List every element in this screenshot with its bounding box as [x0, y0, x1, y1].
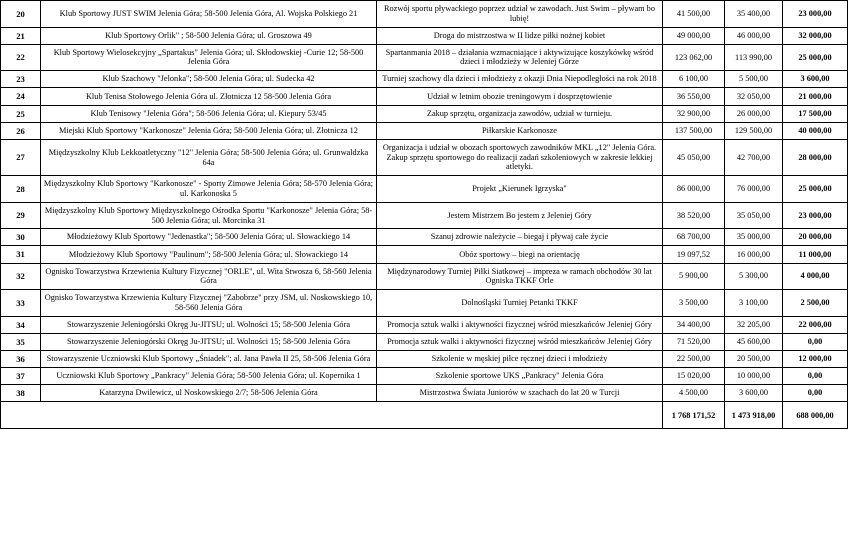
requested-amount-cell: 42 700,00 [725, 139, 783, 175]
granted-amount-cell: 25 000,00 [783, 44, 848, 71]
row-number-cell: 25 [1, 105, 41, 122]
club-name-cell: Klub Sportowy Orlik" ; 58-500 Jelenia Góra; ul. Groszowa 49 [41, 27, 377, 44]
row-number-cell: 29 [1, 202, 41, 229]
requested-amount-cell: 129 500,00 [725, 122, 783, 139]
task-cell: Droga do mistrzostwa w II lidze piłki nożnej kobiet [377, 27, 663, 44]
table-row [1, 333, 848, 350]
task-cell: Szanuj zdrowie należycie – biegaj i pływaj całe życie [377, 229, 663, 246]
granted-amount-cell: 4 000,00 [783, 263, 848, 290]
task-cell: Szkolenie w męskiej piłce ręcznej dzieci i młodzieży [377, 350, 663, 367]
requested-amount-cell: 76 000,00 [725, 176, 783, 203]
requested-amount-cell: 26 000,00 [725, 105, 783, 122]
requested-amount-cell: 20 500,00 [725, 350, 783, 367]
task-cell: Promocja sztuk walki i aktywności fizycznej wśród mieszkańców Jeleniej Góry [377, 316, 663, 333]
table-row [1, 350, 848, 367]
granted-amount-cell: 32 000,00 [783, 27, 848, 44]
task-cell: Turniej szachowy dla dzieci i młodzieży z okazji Dnia Niepodległości na rok 2018 [377, 71, 663, 88]
granted-amount-cell: 25 000,00 [783, 176, 848, 203]
total-cost-cell: 123 062,00 [663, 44, 725, 71]
task-cell: Piłkarskie Karkonosze [377, 122, 663, 139]
row-number-cell: 27 [1, 139, 41, 175]
club-name-cell: Stowarzyszenie Uczniowski Klub Sportowy „Śniadek"; al. Jana Pawła II 25, 58-506 Jelenia Góra [41, 350, 377, 367]
club-name-cell: Międzyszkolny Klub Sportowy Międzyszkolnego Ośrodka Sportu "Karkonosze" Jelenia Góra; 58-500 Jelenia Góra; ul. Morcinka 31 [41, 202, 377, 229]
table-row [1, 176, 848, 203]
club-name-cell: Stowarzyszenie Jeleniogórski Okręg Ju-JITSU; ul. Wolności 15; 58-500 Jelenia Góra [41, 333, 377, 350]
total-cost-cell: 6 100,00 [663, 71, 725, 88]
table-row [1, 246, 848, 263]
table-row [1, 290, 848, 317]
summary-body [1, 402, 848, 429]
total-cost-cell: 22 500,00 [663, 350, 725, 367]
requested-amount-cell: 45 600,00 [725, 333, 783, 350]
table-row [1, 27, 848, 44]
requested-amount-cell: 35 050,00 [725, 202, 783, 229]
granted-amount-cell: 28 000,00 [783, 139, 848, 175]
summary-spacer-cell [1, 402, 663, 429]
row-number-cell: 36 [1, 350, 41, 367]
task-cell: Spartanmania 2018 – działania wzmacniające i aktywizujące koszykówkę wśród dzieci i młodzieży w Jeleniej Górze [377, 44, 663, 71]
task-cell: Rozwój sportu pływackiego poprzez udział w zawodach. Just Swim – pływam bo lubię! [377, 1, 663, 28]
table-row [1, 71, 848, 88]
row-number-cell: 34 [1, 316, 41, 333]
total-cost-cell: 34 400,00 [663, 316, 725, 333]
row-number-cell: 24 [1, 88, 41, 105]
granted-amount-cell: 22 000,00 [783, 316, 848, 333]
summary-total-cell: 1 768 171,52 [663, 402, 725, 429]
club-name-cell: Młodzieżowy Klub Sportowy "Jedenastka"; 58-500 Jelenia Góra; ul. Słowackiego 14 [41, 229, 377, 246]
table-body [1, 1, 848, 402]
total-cost-cell: 36 550,00 [663, 88, 725, 105]
task-cell: Organizacja i udział w obozach sportowych zawodników MKL „12" Jelenia Góra. Zakup sprzętu sportowego do realizacji zadań szkoleniowych w zakresie lekkiej atletyki. [377, 139, 663, 175]
club-name-cell: Klub Szachowy "Jelonka"; 58-500 Jelenia Góra; ul. Sudecka 42 [41, 71, 377, 88]
row-number-cell: 37 [1, 368, 41, 385]
row-number-cell: 35 [1, 333, 41, 350]
table-row [1, 122, 848, 139]
task-cell: Międzynarodowy Turniej Piłki Siatkowej – impreza w ramach obchodów 30 lat Ogniska TKKF Orle [377, 263, 663, 290]
club-name-cell: Ognisko Towarzystwa Krzewienia Kultury Fizycznej "Zabobrze" przy JSM, ul. Noskowskiego 10, 58-560 Jelenia Góra [41, 290, 377, 317]
requested-amount-cell: 3 600,00 [725, 385, 783, 402]
task-cell: Mistrzostwa Świata Juniorów w szachach do lat 20 w Turcji [377, 385, 663, 402]
total-cost-cell: 71 520,00 [663, 333, 725, 350]
row-number-cell: 23 [1, 71, 41, 88]
task-cell: Szkolenie sportowe UKS „Pankracy" Jelenia Góra [377, 368, 663, 385]
table-row [1, 139, 848, 175]
granted-amount-cell: 40 000,00 [783, 122, 848, 139]
task-cell: Zakup sprzętu, organizacja zawodów, udział w turnieju. [377, 105, 663, 122]
club-name-cell: Młodzieżowy Klub Sportowy "Paulinum"; 58-500 Jelenia Góra; ul. Słowackiego 14 [41, 246, 377, 263]
club-name-cell: Miejski Klub Sportowy "Karkonosze" Jelenia Góra; 58-500 Jelenia Góra; ul. Złotnicza 12 [41, 122, 377, 139]
requested-amount-cell: 35 400,00 [725, 1, 783, 28]
table-row [1, 368, 848, 385]
total-cost-cell: 38 520,00 [663, 202, 725, 229]
granted-amount-cell: 2 500,00 [783, 290, 848, 317]
table-row [1, 105, 848, 122]
row-number-cell: 32 [1, 263, 41, 290]
club-name-cell: Klub Tenisa Stołowego Jelenia Góra ul. Złotnicza 12 58-500 Jelenia Góra [41, 88, 377, 105]
row-number-cell: 22 [1, 44, 41, 71]
total-cost-cell: 19 097,52 [663, 246, 725, 263]
granted-amount-cell: 11 000,00 [783, 246, 848, 263]
requested-amount-cell: 32 205,00 [725, 316, 783, 333]
total-cost-cell: 32 900,00 [663, 105, 725, 122]
granted-amount-cell: 17 500,00 [783, 105, 848, 122]
club-name-cell: Uczniowski Klub Sportowy „Pankracy" Jelenia Góra; 58-500 Jelenia Góra; ul. Kopernika 1 [41, 368, 377, 385]
task-cell: Udział w letnim obozie treningowym i dosprzętowienie [377, 88, 663, 105]
table-row [1, 202, 848, 229]
total-cost-cell: 49 000,00 [663, 27, 725, 44]
table-row [1, 316, 848, 333]
total-cost-cell: 68 700,00 [663, 229, 725, 246]
total-cost-cell: 4 500,00 [663, 385, 725, 402]
granted-amount-cell: 23 000,00 [783, 202, 848, 229]
task-cell: Obóz sportowy – biegi na orientację [377, 246, 663, 263]
row-number-cell: 20 [1, 1, 41, 28]
row-number-cell: 33 [1, 290, 41, 317]
summary-requested-cell: 1 473 918,00 [725, 402, 783, 429]
club-name-cell: Stowarzyszenie Jeleniogórski Okręg Ju-JITSU; ul. Wolności 15; 58-500 Jelenia Góra [41, 316, 377, 333]
requested-amount-cell: 3 100,00 [725, 290, 783, 317]
task-cell: Projekt „Kierunek Igrzyska" [377, 176, 663, 203]
requested-amount-cell: 35 000,00 [725, 229, 783, 246]
club-name-cell: Klub Sportowy JUST SWIM Jelenia Góra; 58-500 Jelenia Góra, Al. Wojska Polskiego 21 [41, 1, 377, 28]
granted-amount-cell: 0,00 [783, 368, 848, 385]
total-cost-cell: 3 500,00 [663, 290, 725, 317]
total-cost-cell: 137 500,00 [663, 122, 725, 139]
task-cell: Jestem Mistrzem Bo jestem z Jeleniej Góry [377, 202, 663, 229]
club-name-cell: Klub Sportowy Wielosekcyjny „Spartakus" Jelenia Góra; ul. Skłodowskiej -Curie 12; 58-500 Jelenia Góra [41, 44, 377, 71]
requested-amount-cell: 113 990,00 [725, 44, 783, 71]
table-row [1, 44, 848, 71]
total-cost-cell: 5 900,00 [663, 263, 725, 290]
table-row [1, 385, 848, 402]
table-row [1, 1, 848, 28]
total-cost-cell: 86 000,00 [663, 176, 725, 203]
granted-amount-cell: 3 600,00 [783, 71, 848, 88]
table-row [1, 88, 848, 105]
club-name-cell: Ognisko Towarzystwa Krzewienia Kultury Fizycznej "ORLE", ul. Wita Stwosza 6, 58-560 Jelenia Góra [41, 263, 377, 290]
task-cell: Dolnośląski Turniej Petanki TKKF [377, 290, 663, 317]
requested-amount-cell: 5 500,00 [725, 71, 783, 88]
club-name-cell: Międzyszkolny Klub Lekkoatletyczny "12" Jelenia Góra; 58-500 Jelenia Góra; ul. Grunwaldzka 64a [41, 139, 377, 175]
row-number-cell: 26 [1, 122, 41, 139]
table-row [1, 263, 848, 290]
summary-row [1, 402, 848, 429]
requested-amount-cell: 16 000,00 [725, 246, 783, 263]
row-number-cell: 38 [1, 385, 41, 402]
club-name-cell: Katarzyna Dwilewicz, ul Noskowskiego 2/7; 58-506 Jelenia Góra [41, 385, 377, 402]
granted-amount-cell: 20 000,00 [783, 229, 848, 246]
granted-amount-cell: 0,00 [783, 385, 848, 402]
granted-amount-cell: 0,00 [783, 333, 848, 350]
table-row [1, 229, 848, 246]
requested-amount-cell: 32 050,00 [725, 88, 783, 105]
total-cost-cell: 45 050,00 [663, 139, 725, 175]
row-number-cell: 21 [1, 27, 41, 44]
granted-amount-cell: 21 000,00 [783, 88, 848, 105]
row-number-cell: 31 [1, 246, 41, 263]
total-cost-cell: 15 020,00 [663, 368, 725, 385]
granted-amount-cell: 23 000,00 [783, 1, 848, 28]
requested-amount-cell: 46 000,00 [725, 27, 783, 44]
task-cell: Promocja sztuk walki i aktywności fizycznej wśród mieszkańców Jeleniej Góry [377, 333, 663, 350]
requested-amount-cell: 5 300,00 [725, 263, 783, 290]
granted-amount-cell: 12 000,00 [783, 350, 848, 367]
summary-granted-cell: 688 000,00 [783, 402, 848, 429]
club-name-cell: Międzyszkolny Klub Sportowy "Karkonosze" - Sporty Zimowe Jelenia Góra; 58-570 Jelenia Góra; ul. Karkonoska 5 [41, 176, 377, 203]
row-number-cell: 28 [1, 176, 41, 203]
club-name-cell: Klub Tenisowy "Jelenia Góra"; 58-506 Jelenia Góra; ul. Kiepury 53/45 [41, 105, 377, 122]
total-cost-cell: 41 500,00 [663, 1, 725, 28]
row-number-cell: 30 [1, 229, 41, 246]
requested-amount-cell: 10 000,00 [725, 368, 783, 385]
